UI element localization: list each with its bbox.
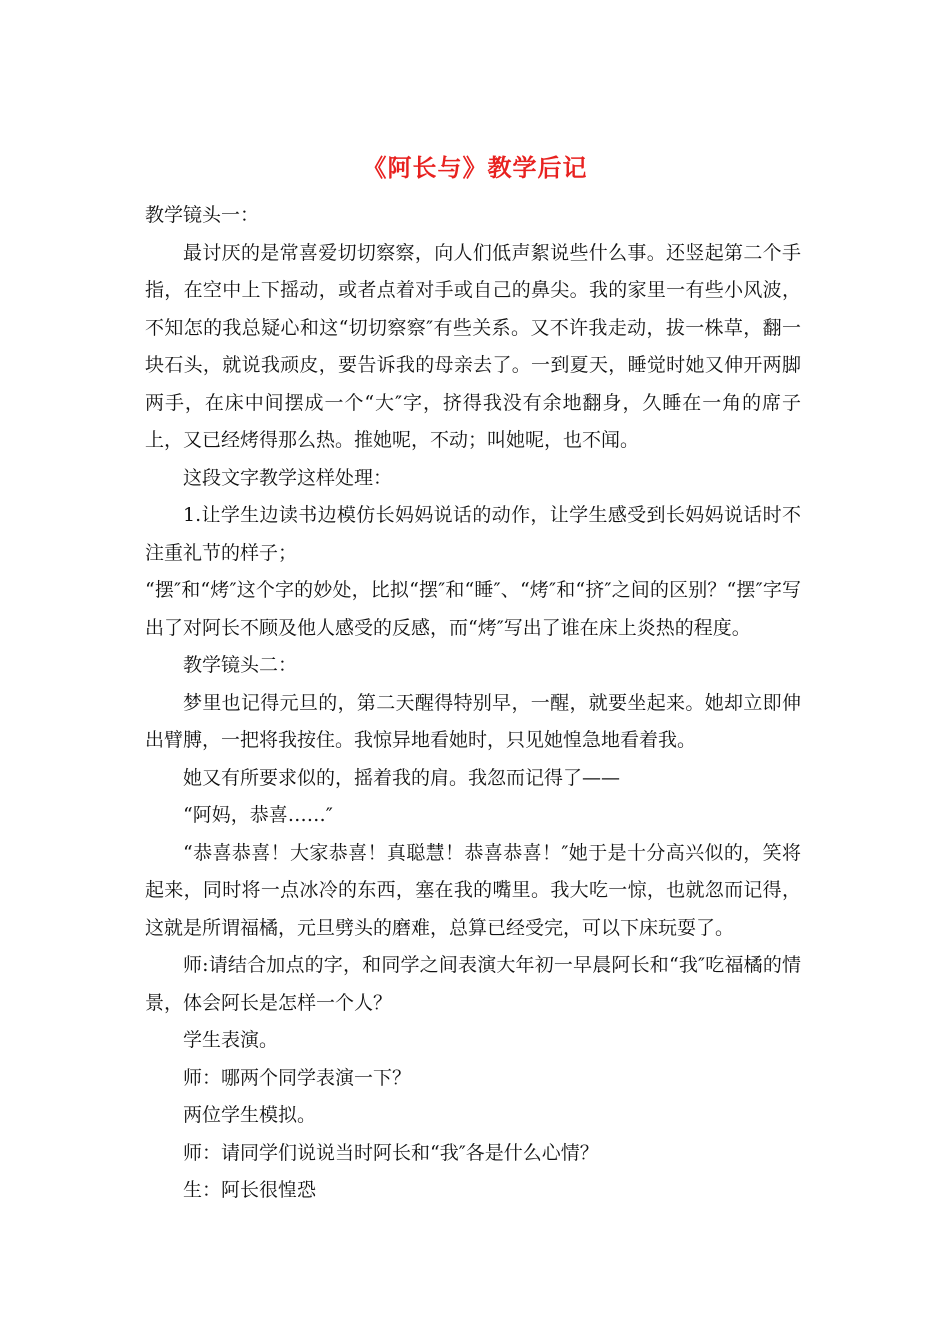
- document-title: 《阿长与》教学后记: [362, 153, 588, 182]
- paragraph: 师:请结合加点的字，和同学之间表演大年初一早晨阿长和“我″吃福橘的情景，体会阿长是怎样一个人？: [145, 954, 801, 1014]
- paragraph: “摆″和“烤″这个字的妙处，比拟“摆″和“睡″、“烤″和“挤″之间的区别？“摆″字写出了对阿长不顾及他人感受的反感，而“烤″写出了谁在床上炎热的程度。: [145, 579, 801, 639]
- paragraph: 梦里也记得元旦的，第二天醒得特别早，一醒，就要坐起来。她却立即伸出臂膊，一把将我按住。我惊异地看她时，只见她惶急地看着我。: [145, 691, 801, 751]
- paragraph: 学生表演。: [183, 1029, 279, 1051]
- paragraph: 师：请同学们说说当时阿长和“我″各是什么心情？: [183, 1141, 599, 1164]
- paragraph: 师：哪两个同学表演一下？: [183, 1066, 412, 1089]
- paragraph: 1.让学生边读书边模仿长妈妈说话的动作，让学生感受到长妈妈说话时不注重礼节的样子；: [145, 504, 801, 564]
- paragraph: 她又有所要求似的，摇着我的肩。我忽而记得了——: [183, 766, 621, 789]
- document-body: [145, 197, 801, 1210]
- paragraph: 最讨厌的是常喜爱切切察察，向人们低声絮说些什么事。还竖起第二个手指，在空中上下摇动，或者点着对手或自己的鼻尖。我的家里一有些小风波，不知怎的我总疑心和这“切切察察″有些关系。又不许我走动，拔一株草，翻一块石头，就说我顽皮，要告诉我的母亲去了。一到夏天，睡觉时她又伸开两脚两手，在床中间摆成一个“大″字，挤得我没有余地翻身，久睡在一角的席子上，又已经烤得那么热。推她呢，不动；叫她呢，也不闻。: [145, 241, 801, 451]
- paragraph: “阿妈，恭喜……″: [183, 804, 333, 826]
- paragraph: 生：阿长很惶恐: [183, 1179, 317, 1201]
- paragraph: 两位学生模拟。: [183, 1104, 317, 1126]
- paragraph: 这段文字教学这样处理：: [183, 466, 393, 489]
- paragraph: 教学镜头一：: [145, 204, 260, 226]
- paragraph: “恭喜恭喜！大家恭喜！真聪慧！恭喜恭喜！″她于是十分高兴似的，笑将起来，同时将一点冰冷的东西，塞在我的嘴里。我大吃一惊，也就忽而记得，这就是所谓福橘，元旦劈头的磨难，总算已经受完，可以下床玩耍了。: [145, 841, 801, 939]
- paragraph: 教学镜头二：: [183, 654, 298, 676]
